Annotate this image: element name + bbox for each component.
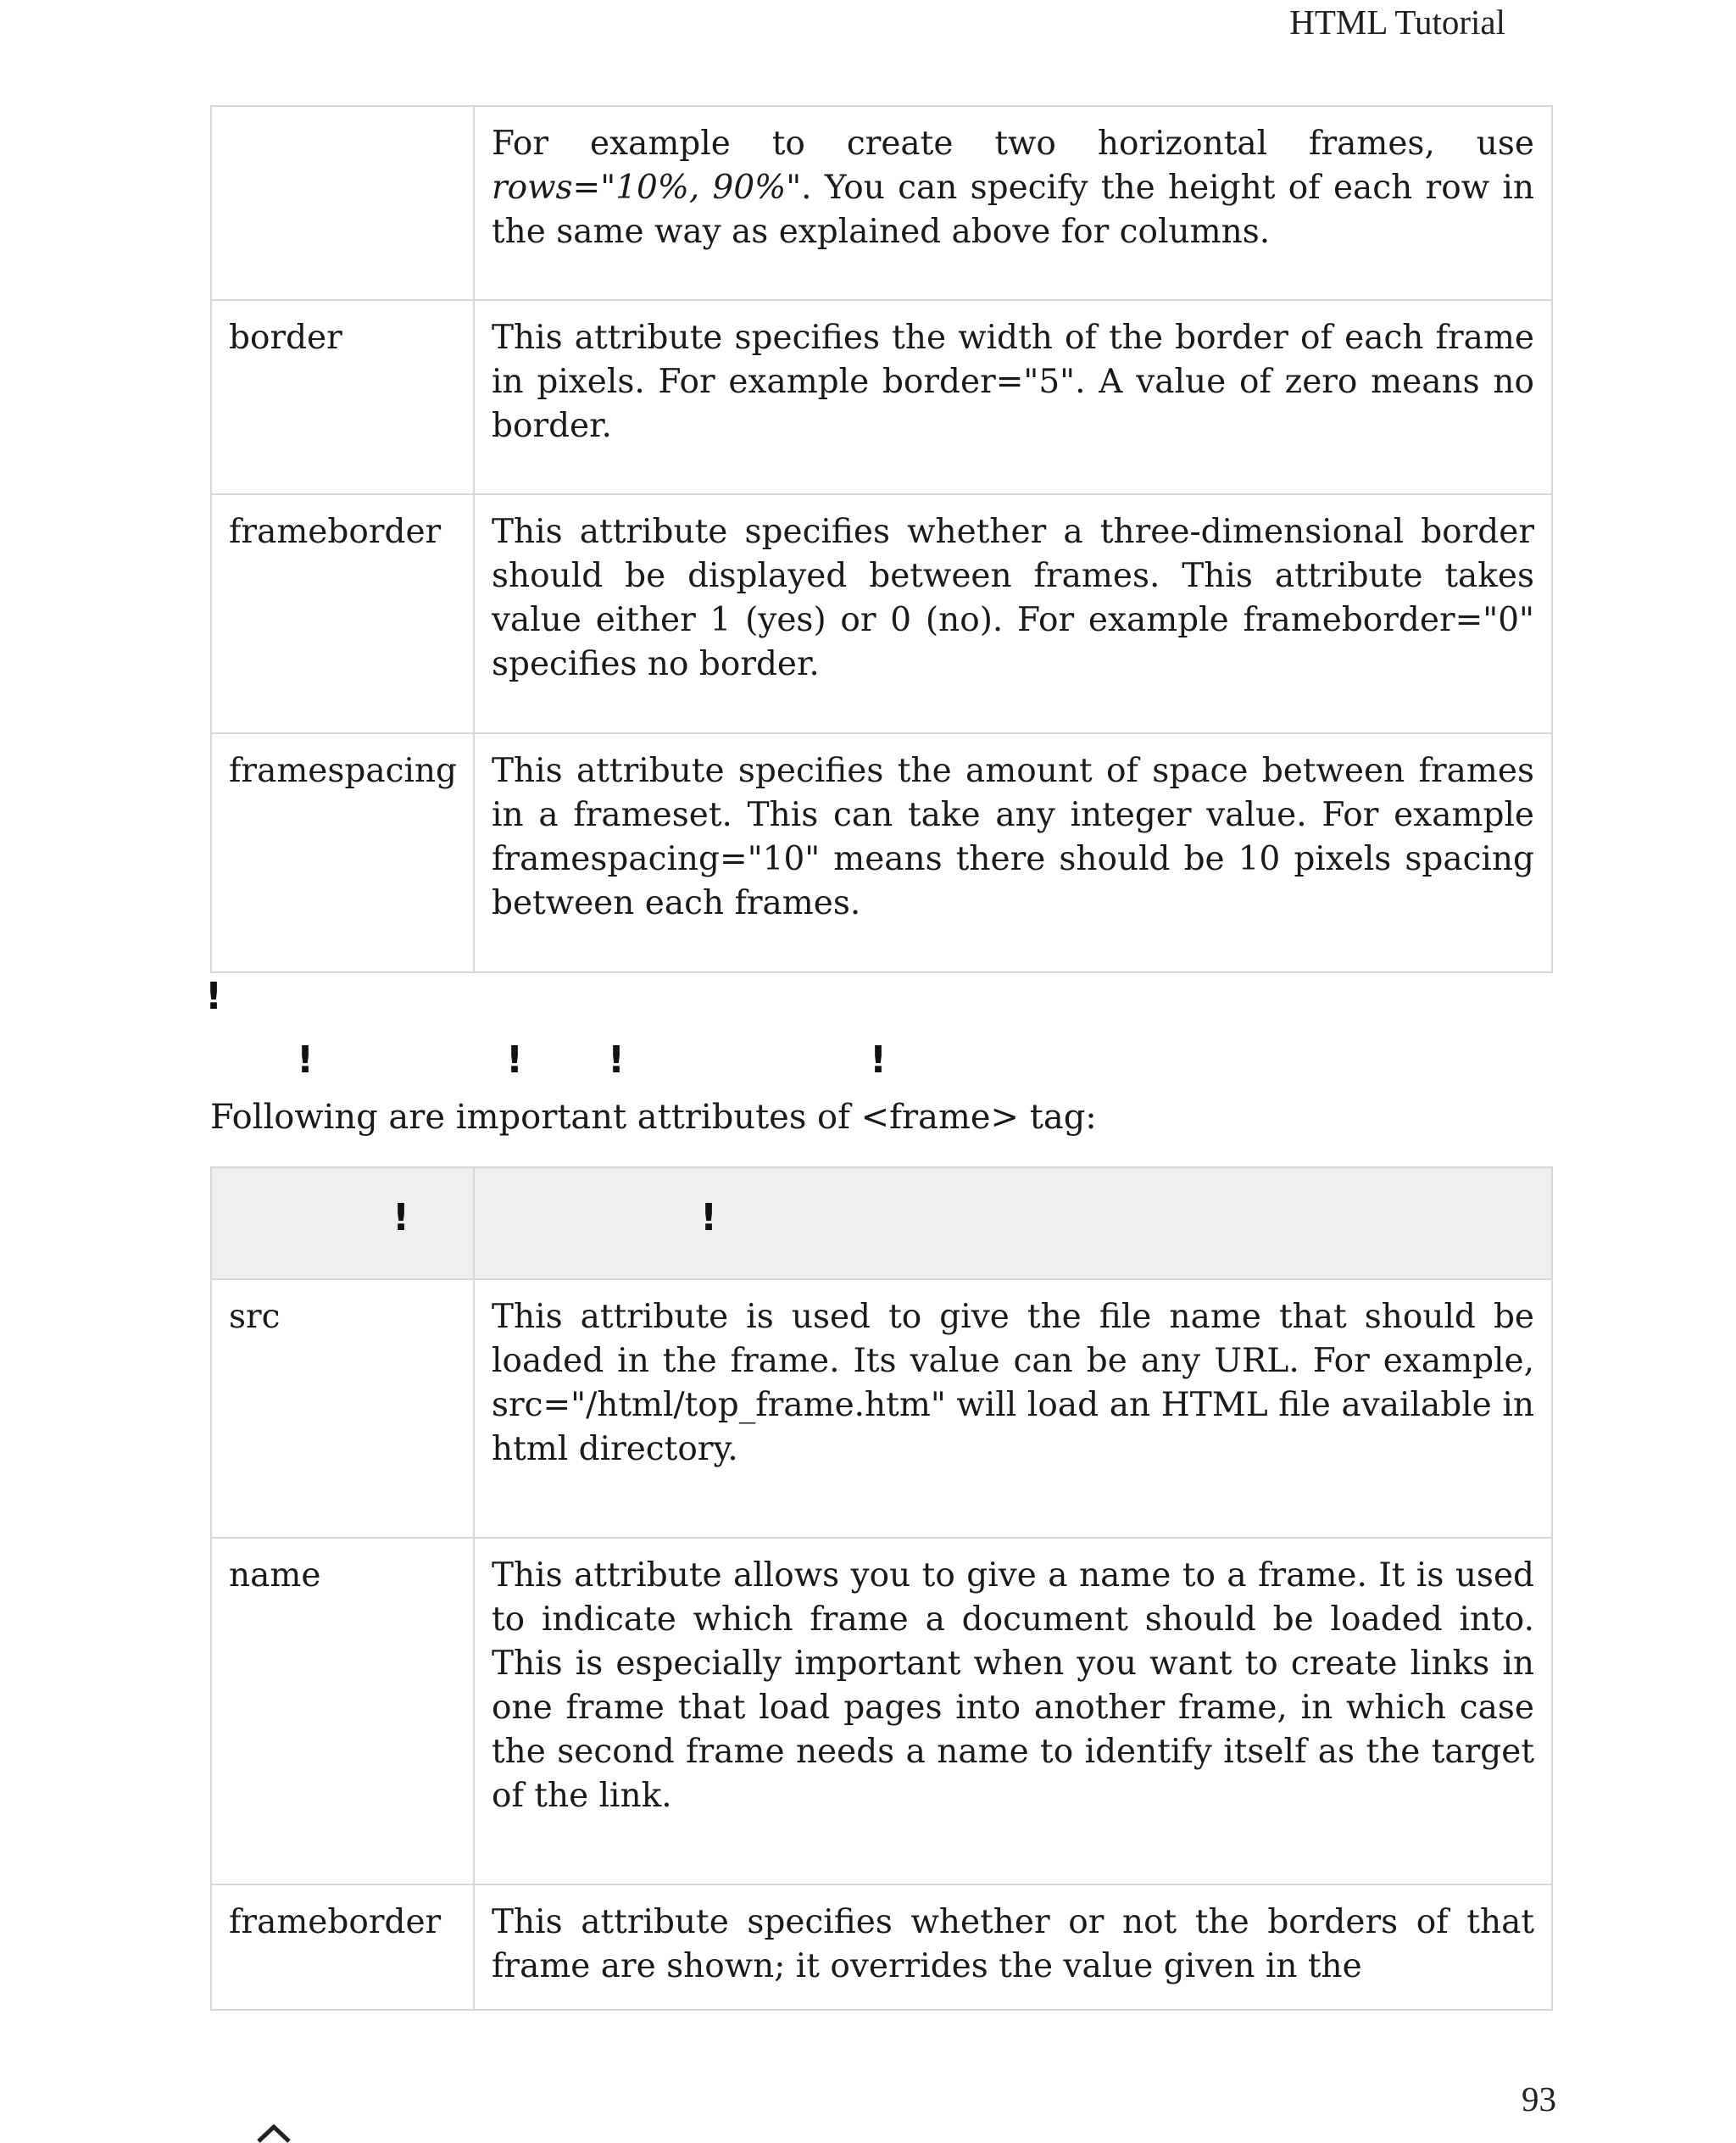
subheading-mark: ! bbox=[297, 1038, 314, 1082]
header-cell-attribute bbox=[211, 1167, 474, 1279]
attribute-cell bbox=[211, 106, 474, 300]
table-row bbox=[211, 733, 1552, 972]
running-header: HTML Tutorial bbox=[1289, 3, 1505, 42]
description-cell: This attribute specifies whether or not the borders of that frame are shown; it overrides the value given in the bbox=[474, 1884, 1552, 2010]
description-cell: This attribute specifies whether a three-dimensional border should be displayed between frames. This attribute takes value either 1 (yes) or 0 (no). For example frameborder="0" specifies no border. bbox=[474, 494, 1552, 733]
header-mark: ! bbox=[392, 1196, 410, 1239]
description-cell: This attribute allows you to give a name to a frame. It is used to indicate which frame a document should be loaded into. This is especially important when you want to create links in one frame that load pages into another frame, in which case the second frame needs a name to identify itself as the target of the link. bbox=[474, 1538, 1552, 1884]
attribute-cell: border bbox=[211, 300, 474, 494]
attribute-cell: name bbox=[211, 1538, 474, 1884]
intro-paragraph: Following are important attributes of <frame> tag: bbox=[210, 1098, 1097, 1137]
table-row bbox=[211, 300, 1552, 494]
rows-example: rows="10%, 90%" bbox=[492, 169, 802, 207]
description-cell: This attribute specifies the amount of space between frames in a frameset. This can take any integer value. For example framespacing="10" means there should be 10 pixels spacing between each frames. bbox=[474, 733, 1552, 972]
subheading-mark: ! bbox=[506, 1038, 524, 1082]
description-text: For example to create two horizontal frames, use rows="10%, 90%". You can specify the height of each row in the same way as explained above for columns. bbox=[492, 125, 1534, 251]
table-header-row bbox=[211, 1167, 1552, 1279]
table-row bbox=[211, 1538, 1552, 1884]
attribute-cell: frameborder bbox=[211, 1884, 474, 2010]
section-heading-mark: ! bbox=[205, 975, 223, 1018]
attribute-cell: framespacing bbox=[211, 733, 474, 972]
attribute-cell: frameborder bbox=[211, 494, 474, 733]
table-row bbox=[211, 1884, 1552, 2010]
description-cell bbox=[474, 106, 1552, 300]
frame-attributes-table bbox=[210, 1166, 1553, 2011]
table-row bbox=[211, 494, 1552, 733]
description-cell: This attribute specifies the width of the border of each frame in pixels. For example border="5". A value of zero means no border. bbox=[474, 300, 1552, 494]
frameset-attributes-table bbox=[210, 105, 1553, 973]
table-row bbox=[211, 1279, 1552, 1538]
header-mark: ! bbox=[700, 1196, 718, 1239]
header-cell-description bbox=[474, 1167, 1552, 1279]
subheading-mark: ! bbox=[870, 1038, 887, 1082]
subheading-mark: ! bbox=[608, 1038, 626, 1082]
page-number: 93 bbox=[1522, 2079, 1556, 2118]
table-row bbox=[211, 106, 1552, 300]
description-cell: This attribute is used to give the file name that should be loaded in the frame. Its value can be any URL. For example, src="/html/top_frame.htm" will load an HTML file available in html directory. bbox=[474, 1279, 1552, 1538]
attribute-cell: src bbox=[211, 1279, 474, 1538]
